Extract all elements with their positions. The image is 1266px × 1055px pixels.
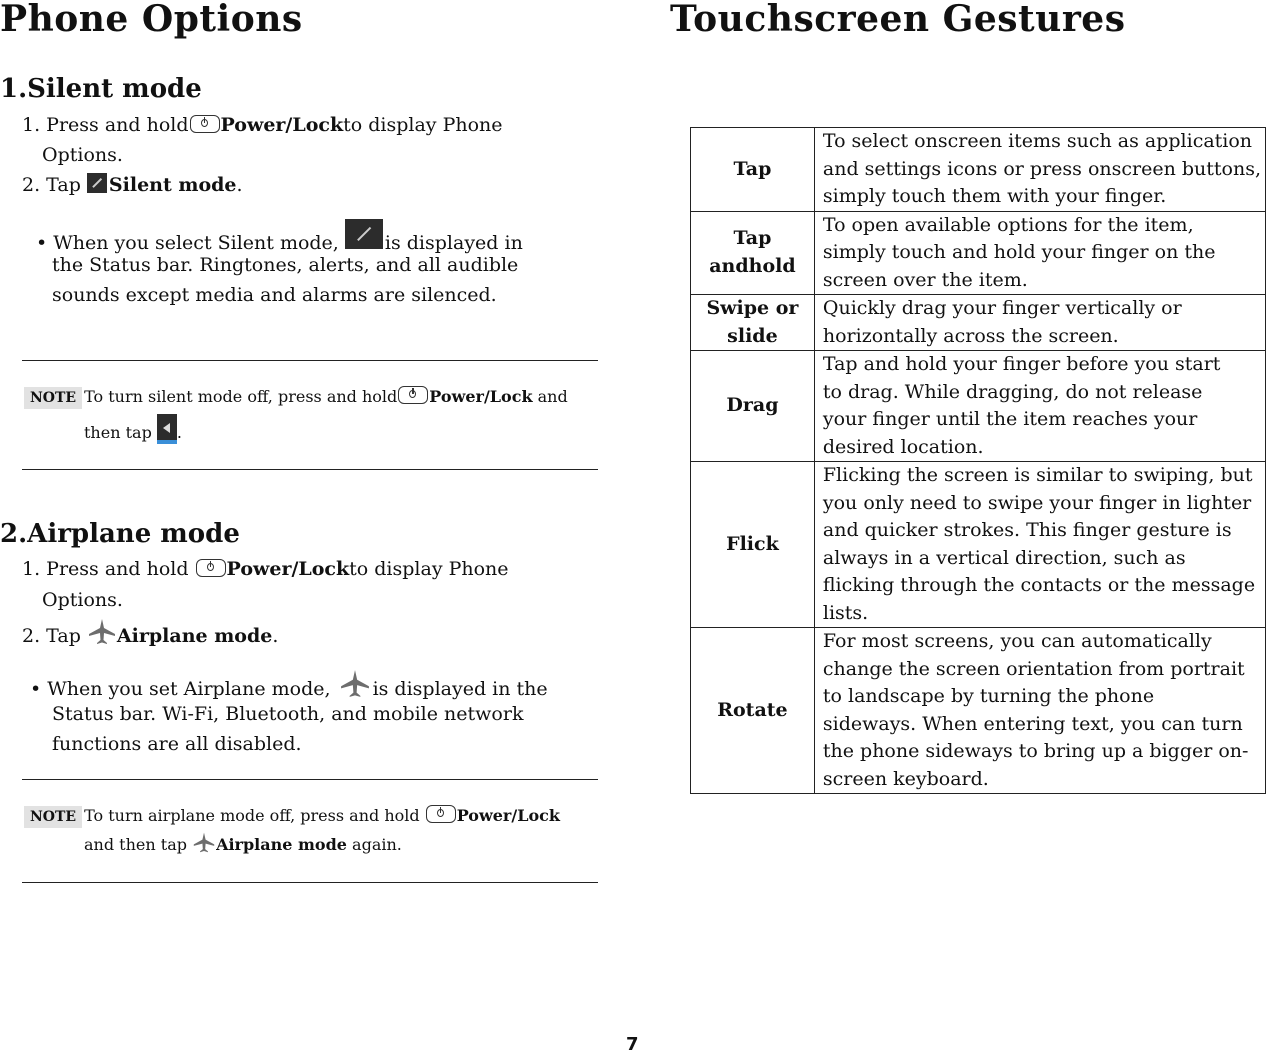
gesture-description-line: change the screen orientation from portrait — [822, 657, 1245, 680]
gesture-description-line: For most screens, you can automatically — [822, 630, 1212, 652]
silent-step2-target: Silent mode — [108, 174, 237, 196]
airplane-status-icon — [337, 668, 373, 698]
airplane-bullet-suffix: is displayed in the — [372, 678, 548, 700]
note-badge: NOTE — [24, 806, 82, 828]
gesture-description-line: sideways. When entering text, you can turn — [822, 712, 1243, 735]
page-title-phone-options: Phone Options — [0, 0, 303, 40]
silent-note-top-rule — [22, 360, 598, 361]
gesture-row — [691, 211, 1266, 295]
airplane-bullet-line2: Status bar. Wi-Fi, Bluetooth, and mobile network — [52, 703, 524, 725]
silent-note-line2 — [84, 414, 182, 444]
silent-mode-icon — [87, 173, 107, 193]
gesture-description — [814, 128, 1265, 212]
airplane-note — [24, 805, 560, 828]
silent-mode-heading: 1.Silent mode — [0, 74, 202, 104]
silent-step1 — [22, 110, 503, 140]
gesture-term: Flick — [691, 462, 815, 628]
airplane-note-prefix: To turn airplane mode off, press and hold — [84, 806, 425, 825]
note-badge: NOTE — [24, 387, 82, 409]
silent-status-icon — [345, 219, 383, 249]
silent-note-suffix: and — [532, 387, 568, 406]
gesture-description-line: to landscape by turning the phone — [822, 685, 1155, 707]
page-title-touchscreen-gestures: Touchscreen Gestures — [670, 0, 1126, 40]
gesture-row — [691, 462, 1266, 628]
silent-step1-key: Power/Lock — [220, 114, 344, 136]
airplane-icon — [87, 617, 117, 645]
silent-step1-prefix: 1. Press and hold — [22, 114, 189, 136]
airplane-icon — [192, 831, 216, 853]
airplane-note-key: Power/Lock — [456, 806, 560, 825]
silent-note-line2-prefix: then tap — [84, 423, 157, 442]
airplane-bullet-line3: functions are all disabled. — [52, 733, 302, 755]
airplane-step2-target: Airplane mode — [116, 625, 273, 647]
gesture-description-line: lists. — [822, 601, 869, 624]
gesture-description-line: and settings icons or press onscreen buttons, — [822, 157, 1261, 180]
silent-note-line2-suffix: . — [176, 423, 182, 442]
airplane-step2 — [22, 617, 278, 651]
silent-bullet-prefix: • When you select Silent mode, — [36, 232, 345, 254]
airplane-step1-suffix: to display Phone — [349, 558, 509, 580]
gesture-description-line: Flicking the screen is similar to swiping, but — [822, 464, 1253, 486]
gesture-description — [814, 628, 1265, 794]
gesture-description-line: horizontally across the screen. — [822, 324, 1119, 347]
gesture-description-line: simply touch and hold your finger on the — [822, 241, 1216, 263]
power-key-icon — [190, 115, 220, 133]
silent-bullet-line3: sounds except media and alarms are silenced. — [52, 284, 497, 306]
gesture-description-line: To select onscreen items such as application — [822, 130, 1253, 152]
power-key-icon — [426, 805, 456, 823]
silent-bullet-line2: the Status bar. Ringtones, alerts, and all audible — [52, 254, 519, 276]
airplane-note-line2-suffix: again. — [346, 835, 402, 854]
gesture-description-line: you only need to swipe your finger in lighter — [822, 491, 1252, 514]
silent-step2-suffix: . — [236, 174, 243, 196]
gesture-description-line: simply touch them with your finger. — [822, 185, 1167, 207]
airplane-bullet-prefix: • When you set Airplane mode, — [30, 678, 337, 700]
gestures-table — [690, 127, 1266, 794]
page-number: 7 — [626, 1034, 639, 1055]
airplane-note-line2 — [84, 831, 402, 854]
power-key-icon — [196, 559, 226, 577]
gesture-description-line: your finger until the item reaches your — [822, 408, 1198, 430]
gesture-term: Drag — [691, 351, 815, 462]
gesture-description — [814, 462, 1265, 628]
silent-step1-suffix: to display Phone — [343, 114, 503, 136]
silent-step2 — [22, 170, 243, 200]
silent-bullet-suffix: is displayed in — [384, 232, 523, 254]
airplane-note-bottom-rule — [22, 882, 598, 883]
gesture-term: Tap andhold — [691, 211, 815, 295]
gesture-description-line: Quickly drag your finger vertically or — [822, 297, 1182, 319]
airplane-note-line2-target: Airplane mode — [216, 835, 347, 854]
volume-icon — [157, 414, 177, 444]
gesture-row — [691, 128, 1266, 212]
gesture-description-line: to drag. While dragging, do not release — [822, 380, 1203, 403]
airplane-step1-line2: Options. — [42, 589, 123, 611]
airplane-step1-key: Power/Lock — [226, 558, 350, 580]
airplane-note-line2-prefix: and then tap — [84, 835, 193, 854]
gesture-term: Rotate — [691, 628, 815, 794]
gesture-description-line: the phone sideways to bring up a bigger on- — [822, 740, 1249, 762]
silent-note-bottom-rule — [22, 469, 598, 470]
gesture-row — [691, 351, 1266, 462]
silent-note-key: Power/Lock — [429, 387, 533, 406]
silent-step1-line2: Options. — [42, 144, 123, 166]
gesture-description — [814, 295, 1265, 351]
gesture-description-line: screen keyboard. — [822, 767, 989, 790]
silent-note — [24, 386, 568, 409]
gesture-description-line: Tap and hold your finger before you start — [822, 353, 1221, 375]
airplane-step2-prefix: 2. Tap — [22, 625, 87, 647]
gesture-description-line: desired location. — [822, 435, 984, 458]
gesture-row — [691, 295, 1266, 351]
silent-step2-prefix: 2. Tap — [22, 174, 87, 196]
gesture-row — [691, 628, 1266, 794]
silent-note-prefix: To turn silent mode off, press and hold — [84, 387, 398, 406]
airplane-step2-suffix: . — [272, 625, 279, 647]
gesture-description-line: and quicker strokes. This finger gesture is — [822, 519, 1232, 541]
gesture-description-line: screen over the item. — [822, 268, 1028, 291]
gesture-description — [814, 351, 1265, 462]
gesture-description-line: flicking through the contacts or the message — [822, 574, 1256, 596]
gesture-term: Tap — [691, 128, 815, 212]
power-key-icon — [398, 386, 428, 404]
airplane-note-top-rule — [22, 779, 598, 780]
airplane-step1-prefix: 1. Press and hold — [22, 558, 195, 580]
airplane-mode-heading: 2.Airplane mode — [0, 519, 240, 549]
gesture-description-line: To open available options for the item, — [822, 213, 1194, 236]
airplane-step1 — [22, 554, 509, 584]
gesture-description — [814, 211, 1265, 295]
gesture-term: Swipe or slide — [691, 295, 815, 351]
gesture-description-line: always in a vertical direction, such as — [822, 546, 1186, 569]
